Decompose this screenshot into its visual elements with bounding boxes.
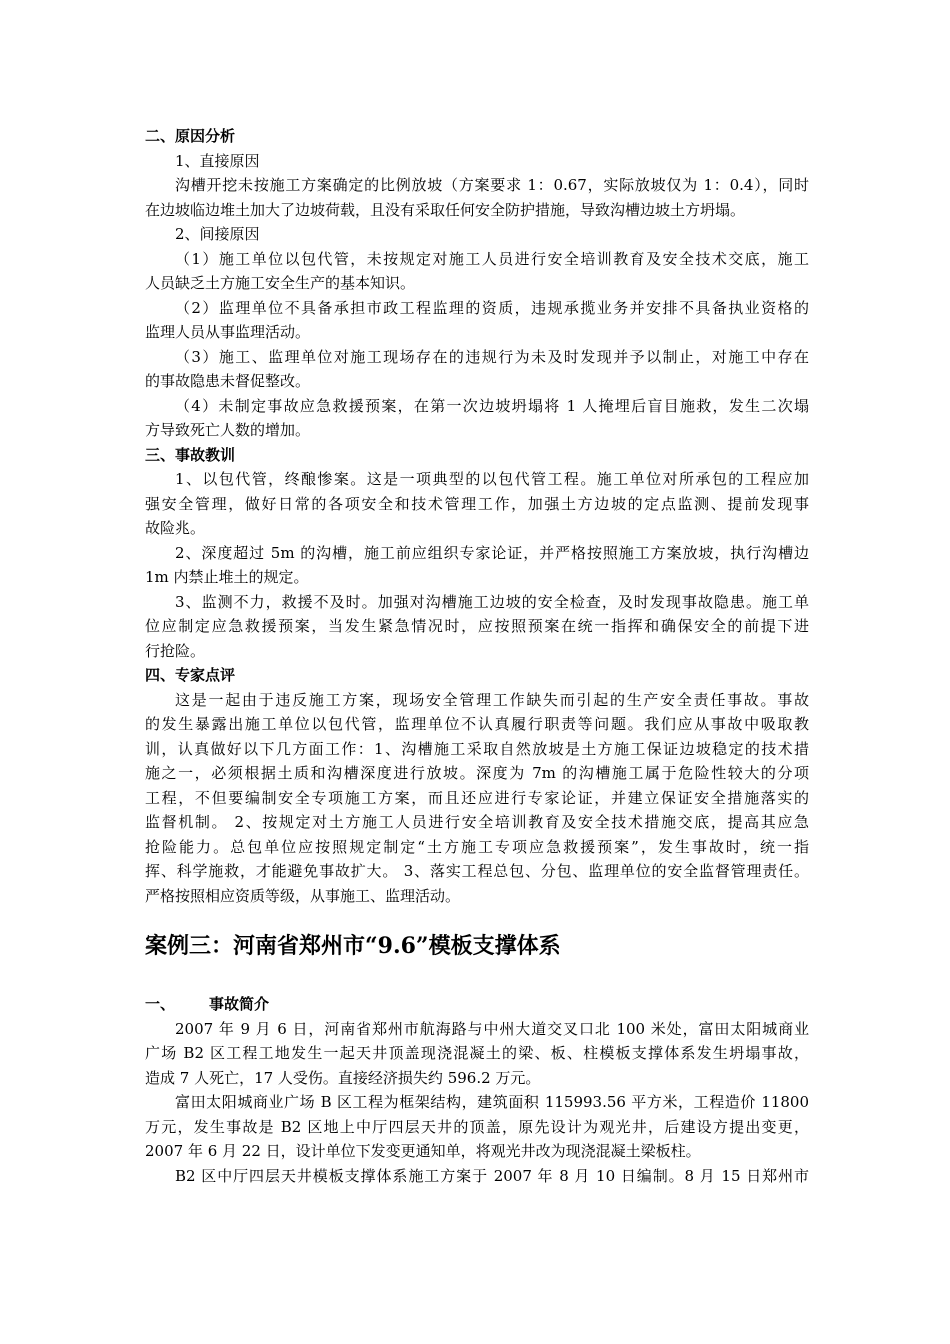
paragraph-line: 2007 年 6 月 22 日，设计单位下发变更通知单，将观光井改为现浇混凝土梁板柱。 bbox=[145, 1142, 701, 1160]
section-number: 一、 bbox=[145, 995, 176, 1013]
paragraph-line: 强安全管理，做好日常的各项安全和技术管理工作，加强土方边坡的定点监测、提前发现事 bbox=[145, 494, 809, 513]
paragraph-line: 这是一起由于违反施工方案，现场安全管理工作缺失而引起的生产安全责任事故。事故 bbox=[175, 690, 809, 709]
paragraph-line: 监督机制。 2、按规定对土方施工人员进行安全培训教育及安全技术措施交底，提高其应急 bbox=[145, 813, 809, 831]
paragraph-line: 行抢险。 bbox=[145, 641, 206, 660]
paragraph-line: 万元，发生事故是 B2 区地上中厅四层天井的顶盖，原先设计为观光井，后建设方提出变更， bbox=[145, 1117, 809, 1136]
heading-cause-analysis: 二、原因分析 bbox=[145, 127, 236, 145]
paragraph-line: 广场 B2 区工程工地发生一起天井顶盖现浇混凝土的梁、板、柱模板支撑体系发生坍塌事故， bbox=[145, 1044, 809, 1062]
paragraph-line: （2）监理单位不具备承担市政工程监理的资质，违规承揽业务并安排不具备执业资格的 bbox=[175, 298, 809, 317]
case-three-title: 案例三：河南省郑州市“9.6”模板支撑体系 bbox=[145, 933, 561, 959]
paragraph-line: （1）施工单位以包代管，未按规定对施工人员进行安全培训教育及安全技术交底，施工 bbox=[175, 249, 809, 268]
subheading-indirect-cause: 2、间接原因 bbox=[175, 225, 260, 243]
paragraph-line: （3）施工、监理单位对施工现场存在的违规行为未及时发现并予以制止，对施工中存在 bbox=[175, 347, 809, 366]
paragraph-line: 严格按照相应资质等级，从事施工、监理活动。 bbox=[145, 886, 461, 905]
paragraph-line: 1m 内禁止堆土的规定。 bbox=[145, 568, 309, 586]
heading-lessons: 三、事故教训 bbox=[145, 445, 236, 464]
paragraph-line: 2、深度超过 5m 的沟槽，施工前应组织专家论证，并严格按照施工方案放坡，执行沟槽边 bbox=[175, 543, 809, 562]
paragraph-line: 人员缺乏土方施工安全生产的基本知识。 bbox=[145, 274, 416, 292]
paragraph-line: 监理人员从事监理活动。 bbox=[145, 323, 311, 341]
paragraph-line: 工程，不但要编制安全专项施工方案，而且还应进行专家论证，并建立保证安全措施落实的 bbox=[145, 788, 809, 807]
paragraph-line: 方导致死亡人数的增加。 bbox=[145, 421, 311, 439]
paragraph-line: 2007 年 9 月 6 日，河南省郑州市航海路与中州大道交叉口北 100 米处，富田太阳城商业 bbox=[175, 1019, 809, 1038]
paragraph-line: 抢险能力。总包单位应按照规定制定“土方施工专项应急救援预案”，发生事故时，统一指 bbox=[145, 837, 809, 856]
heading-expert-review: 四、专家点评 bbox=[145, 666, 236, 684]
paragraph-line: 在边坡临边堆土加大了边坡荷载，且没有采取任何安全防护措施，导致沟槽边坡土方坍塌。 bbox=[145, 200, 746, 219]
document-body bbox=[145, 124, 809, 1188]
paragraph-line: 的事故隐患未督促整改。 bbox=[145, 372, 311, 390]
paragraph-line: 故险兆。 bbox=[145, 519, 206, 537]
paragraph-line: 造成 7 人死亡，17 人受伤。直接经济损失约 596.2 万元。 bbox=[145, 1068, 541, 1087]
paragraph-line: 训，认真做好以下几方面工作：1、沟槽施工采取自然放坡是土方施工保证边坡稳定的技术措 bbox=[145, 739, 809, 758]
subheading-direct-cause: 1、直接原因 bbox=[175, 151, 260, 170]
paragraph-line: 挥、科学施救，才能避免事故扩大。 3、落实工程总包、分包、监理单位的安全监督管理责任。 bbox=[145, 862, 809, 880]
paragraph-line: 富田太阳城商业广场 B 区工程为框架结构，建筑面积 115993.56 平方米，工程造价 11800 bbox=[175, 1093, 809, 1111]
paragraph-line: B2 区中厅四层天井模板支撑体系施工方案于 2007 年 8 月 10 日编制。8 月 15 日郑州市 bbox=[175, 1166, 809, 1185]
heading-incident-summary bbox=[145, 992, 809, 1017]
section-title: 事故简介 bbox=[209, 995, 270, 1013]
paragraph-line: 1、以包代管，终酿惨案。这是一项典型的以包代管工程。施工单位对所承包的工程应加 bbox=[175, 470, 809, 488]
paragraph-line: 沟槽开挖未按施工方案确定的比例放坡（方案要求 1：0.67，实际放坡仅为 1：0.4），同时 bbox=[175, 176, 809, 194]
paragraph-line: 位应制定应急救援预案，当发生紧急情况时，应按照预案在统一指挥和确保安全的前提下进 bbox=[145, 617, 809, 635]
paragraph-line: 3、监测不力，救援不及时。加强对沟槽施工边坡的安全检查，及时发现事故隐患。施工单 bbox=[175, 592, 809, 611]
paragraph-line: 施之一，必须根据土质和沟槽深度进行放坡。深度为 7m 的沟槽施工属于危险性较大的分项 bbox=[145, 764, 809, 782]
paragraph-line: （4）未制定事故应急救援预案，在第一次边坡坍塌将 1 人掩埋后盲目施救，发生二次塌 bbox=[175, 396, 809, 415]
paragraph-line: 的发生暴露出施工单位以包代管，监理单位不认真履行职责等问题。我们应从事故中吸取教 bbox=[145, 715, 809, 733]
